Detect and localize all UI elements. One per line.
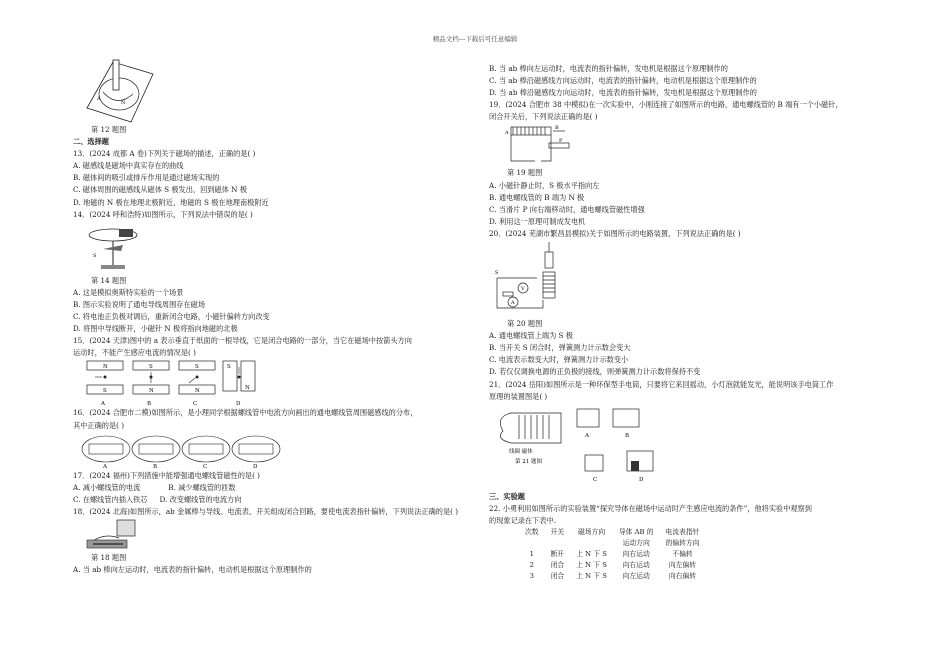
- header-cell: 磁场方向: [577, 527, 606, 536]
- q18-option-c: C. 当 ab 棒沿磁感线方向运动时，电流表的指针偏转，电动机是根据这个原理制作的: [489, 76, 757, 86]
- table-cell: 向右偏转: [668, 571, 697, 580]
- table-cell: 上 N 下 S: [576, 571, 607, 580]
- table-cell: 向右运动: [622, 549, 650, 558]
- figure-12: [73, 56, 163, 124]
- table-cell: 向右运动: [622, 560, 650, 569]
- table-row: [519, 560, 705, 571]
- page-header: 精品文档---下载后可任意编辑: [432, 35, 518, 43]
- header-cell: 开关: [550, 527, 565, 536]
- q20-option-a: A. 通电螺线管上端为 S 极: [489, 331, 573, 341]
- svg-text:A: A: [511, 300, 515, 307]
- q16-stem-line2: 其中正确的是( ): [73, 420, 125, 430]
- q21-label-b: B: [625, 432, 630, 439]
- q17-option-a: A. 减小螺线管的电流: [73, 482, 141, 492]
- svg-text:N: N: [103, 364, 108, 371]
- q13-option-d: D. 地磁的 N 极在地理北极附近，地磁的 S 极在地理南极附近: [73, 197, 269, 207]
- header-cell: [570, 538, 613, 549]
- figure-14: [73, 221, 163, 275]
- table-cell: 向左运动: [622, 571, 650, 580]
- figure-19-caption: 第 19 题图: [507, 168, 543, 178]
- figure-20: [489, 240, 599, 318]
- q20-stem: 20．(2024 芜湖市繁昌县模拟)关于如图所示的电路装置，下列说法正确的是( ): [489, 228, 741, 238]
- q22-stem-line1: 22. 小勇利用如图所示的实验装置“探究导体在磁场中运动时产生感应电流的条件”，他将实验中观察到: [489, 503, 812, 513]
- q19-option-b: B. 通电螺线管的 B 端为 N 极: [489, 192, 585, 202]
- svg-text:A: A: [505, 130, 509, 137]
- table-cell: 上 N 下 S: [576, 560, 607, 569]
- header-cell: [545, 538, 571, 549]
- q13-option-a: A. 磁感线是磁场中真实存在的曲线: [73, 161, 184, 171]
- svg-text:S: S: [103, 388, 107, 395]
- q18-stem: 18．(2024 北海)如图所示，ab 金属棒与导线、电流表、开关组成闭合回路，要使电流表指针偏转，下列说法正确的是( ): [73, 506, 459, 516]
- figure-14-caption: 第 14 题图: [91, 275, 127, 285]
- q13-stem: 13．(2024 成都 A 卷)下列关于磁场的描述，正确的是( ): [73, 149, 256, 159]
- q19-stem-line1: 19．(2024 合肥市 38 中模拟)在一次实验中，小刚连接了如图所示的电路，通电螺线管的 B 端有一个小磁针，: [489, 100, 843, 110]
- q15-stem-line1: 15．(2024 天津)图中的 a 表示垂直于纸面的一根导线，它是闭合电路的一部分，当它在磁场中按箭头方向: [73, 336, 412, 346]
- q17-stem: 17．(2024 福州)下列措施中能增强通电螺线管磁性的是( ): [73, 470, 260, 480]
- q15-label-d: D: [236, 401, 241, 408]
- header-cell: 导体 AB 的: [618, 527, 654, 536]
- q21-stem-line2: 原理的装置图是( ): [489, 391, 548, 401]
- figure-19: [489, 123, 599, 167]
- svg-text:N: N: [121, 100, 126, 106]
- table-cell: 闭合: [550, 571, 565, 580]
- q21-stem-line1: 21．(2024 岳阳)如图所示是一种环保型手电筒，只要将它来回摇动，小灯泡就能发光，能说明该手电筒工作: [489, 379, 834, 389]
- svg-text:S: S: [195, 364, 199, 371]
- q15-label-b: B: [147, 401, 152, 408]
- q19-option-d: D. 利用这一原理可制成发电机: [489, 216, 586, 226]
- q17-option-c: C. 在螺线管内插入铁芯: [73, 494, 148, 504]
- table-header-row: [519, 538, 705, 549]
- svg-text:P: P: [559, 138, 563, 145]
- q16-label-d: D: [253, 463, 258, 470]
- q18-option-d: D. 当 ab 棒沿磁感线方向运动时，电流表的指针偏转，发电机是根据这个原理制作的: [489, 88, 757, 98]
- table-cell: 闭合: [550, 560, 565, 569]
- table-cell: 断开: [550, 549, 565, 558]
- svg-text:N: N: [149, 388, 154, 395]
- svg-text:N: N: [195, 388, 200, 395]
- figure-21-caption: 第 21 题图: [515, 458, 542, 465]
- q18-option-a: A. 当 ab 棒向左运动时，电流表的指针偏转，电动机是根据这个原理制作的: [73, 565, 312, 575]
- figure-18: [73, 518, 163, 552]
- table-header-row: [519, 527, 705, 538]
- q20-option-c: C. 电流表示数变大时，弹簧测力计示数变小: [489, 355, 629, 365]
- q19-option-c: C. 当滑片 P 向右端移动时，通电螺线管磁性增强: [489, 204, 645, 214]
- q16-label-c: C: [203, 463, 208, 470]
- table-cell: 向左偏转: [668, 560, 697, 569]
- header-cell: 的偏转方向: [665, 538, 700, 547]
- q20-option-b: B. 当开关 S 闭合时，弹簧测力计示数会变大: [489, 343, 631, 353]
- q17-option-d: D. 改变螺线管的电流方向: [159, 494, 242, 504]
- q16-label-b: B: [153, 463, 158, 470]
- q14-option-c: C. 将电池正负极对调后，重新闭合电路，小磁针偏转方向改变: [73, 312, 270, 322]
- header-cell: 电流表指针: [665, 527, 700, 536]
- svg-text:S: S: [227, 364, 231, 371]
- figure-18-caption: 第 18 题图: [91, 552, 127, 562]
- table-row: [519, 571, 705, 582]
- table-cell: 1: [529, 549, 534, 558]
- q22-stem-line2: 的现象记录在下表中.: [489, 515, 556, 525]
- figure-20-caption: 第 20 题图: [507, 319, 543, 329]
- left-column: [73, 56, 473, 576]
- table-cell: 不偏转: [672, 549, 693, 558]
- q20-option-d: D. 若仅仅调换电源的正负极的接线，则弹簧测力计示数将保持不变: [489, 367, 701, 377]
- q17-option-b: B. 减少螺线管的匝数: [168, 482, 236, 492]
- q21-label-d: D: [639, 476, 644, 483]
- figure-16: [73, 432, 303, 470]
- q14-option-a: A. 这是模拟奥斯特实验的一个场景: [73, 287, 184, 297]
- q21-label-a: A: [585, 432, 589, 439]
- observation-table: [519, 527, 705, 582]
- header-cell: 次数: [525, 527, 539, 536]
- figure-21-parts-label: 线圈 磁体: [509, 448, 533, 455]
- figure-21: [489, 403, 719, 485]
- q13-option-c: C. 磁体周围的磁感线从磁体 S 极发出，回到磁体 N 极: [73, 185, 247, 195]
- table-cell: 3: [529, 571, 534, 580]
- section-heading-3: 三、实验题: [489, 491, 525, 501]
- section-heading-2: 二、选择题: [73, 137, 109, 147]
- svg-text:N: N: [245, 385, 250, 392]
- q14-option-b: B. 图示实验说明了通电导线周围存在磁场: [73, 299, 206, 309]
- figure-15: [73, 359, 273, 407]
- svg-text:S: S: [149, 364, 153, 371]
- svg-text:B: B: [555, 125, 559, 132]
- q19-option-a: A. 小磁针静止时，S 极水平指向左: [489, 180, 600, 190]
- q18-option-b: B. 当 ab 棒向左运动时，电流表的指针偏转，发电机是根据这个原理制作的: [489, 64, 728, 73]
- figure-12-caption: 第 12 题图: [91, 125, 127, 134]
- q21-label-c: C: [593, 476, 598, 483]
- svg-text:S: S: [495, 270, 499, 277]
- right-column: [489, 63, 889, 582]
- header-cell: 运动方向: [622, 538, 650, 547]
- table-row: [519, 549, 705, 560]
- q14-option-d: D. 将图中导线断开，小磁针 N 极将指向地磁的北极: [73, 324, 238, 334]
- svg-text:A: A: [97, 96, 101, 102]
- table-cell: 2: [529, 560, 534, 569]
- q15-label-a: A: [101, 401, 105, 408]
- svg-text:V: V: [521, 286, 525, 293]
- table-cell: 上 N 下 S: [576, 549, 607, 558]
- svg-text:S: S: [93, 252, 97, 259]
- header-cell: [519, 538, 545, 549]
- q14-stem: 14．(2024 呼和浩特)如图所示，下列说法中错误的是( ): [73, 209, 253, 219]
- q15-stem-line2: 运动时，不能产生感应电流的情况是( ): [73, 348, 196, 358]
- q15-label-c: C: [193, 401, 198, 408]
- q19-stem-line2: 闭合开关后，下列说法正确的是( ): [489, 112, 598, 122]
- q16-stem-line1: 16．(2024 合肥市二模)如图所示，是小理同学根据螺线管中电流方向画出的通电螺线管周围磁感线的分布，: [73, 408, 418, 418]
- q13-option-b: B. 磁体间的吸引或排斥作用是通过磁场实现的: [73, 173, 220, 183]
- q16-label-a: A: [103, 463, 107, 470]
